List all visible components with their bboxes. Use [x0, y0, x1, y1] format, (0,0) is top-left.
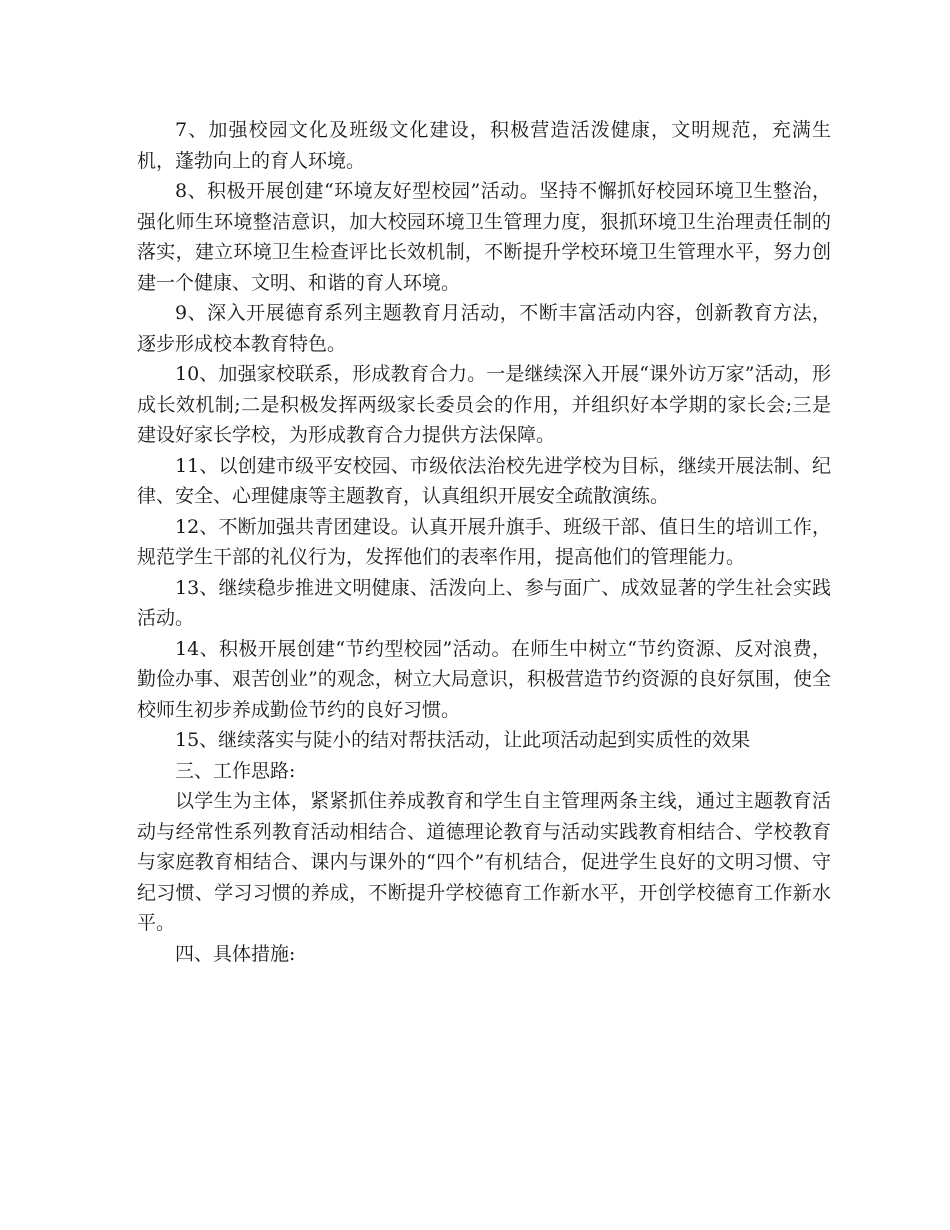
paragraph-item-14: 14、积极开展创建“节约型校园”活动。在师生中树立“节约资源、反对浪费，勤俭办事、艰苦创业”的观念，树立大局意识，积极营造节约资源的良好氛围，使全校师生初步养成勤俭节约的良好习惯。	[137, 637, 831, 721]
paragraph-item-10: 10、加强家校联系，形成教育合力。一是继续深入开展“课外访万家”活动，形成长效机制;二是积极发挥两级家长委员会的作用，并组织好本学期的家长会;三是建设好家长学校，为形成教育合力提供方法保障。	[137, 363, 831, 446]
section-heading-specific-measures: 四、具体措施:	[175, 942, 296, 965]
paragraph-item-15: 15、继续落实与陡小的结对帮扶活动，让此项活动起到实质性的效果	[175, 729, 751, 751]
paragraph-item-9: 9、深入开展德育系列主题教育月活动，不断丰富活动内容，创新教育方法，逐步形成校本教育特色。	[137, 302, 831, 355]
section-body-work-approach: 以学生为主体，紧紧抓住养成教育和学生自主管理两条主线，通过主题教育活动与经常性系列教育活动相结合、道德理论教育与活动实践教育相结合、学校教育与家庭教育相结合、课内与课外的“四个”有机结合，促进学生良好的文明习惯、守纪习惯、学习习惯的养成，不断提升学校德育工作新水平，开创学校德育工作新水平。	[137, 790, 831, 934]
paragraph-item-13: 13、继续稳步推进文明健康、活泼向上、参与面广、成效显著的学生社会实践活动。	[137, 576, 831, 629]
paragraph-item-11: 11、以创建市级平安校园、市级依法治校先进学校为目标，继续开展法制、纪律、安全、心理健康等主题教育，认真组织开展安全疏散演练。	[137, 454, 831, 507]
paragraph-item-7: 7、加强校园文化及班级文化建设，积极营造活泼健康，文明规范，充满生机，蓬勃向上的育人环境。	[137, 119, 831, 172]
section-heading-work-approach: 三、工作思路:	[175, 759, 296, 782]
paragraph-item-12: 12、不断加强共青团建设。认真开展升旗手、班级干部、值日生的培训工作，规范学生干部的礼仪行为，发挥他们的表率作用，提高他们的管理能力。	[137, 515, 831, 568]
document-body	[137, 115, 831, 969]
paragraph-item-8: 8、积极开展创建“环境友好型校园”活动。坚持不懈抓好校园环境卫生整治，强化师生环境整洁意识，加大校园环境卫生管理力度，狠抓环境卫生治理责任制的落实，建立环境卫生检查评比长效机制，不断提升学校环境卫生管理水平，努力创建一个健康、文明、和谐的育人环境。	[137, 180, 831, 294]
